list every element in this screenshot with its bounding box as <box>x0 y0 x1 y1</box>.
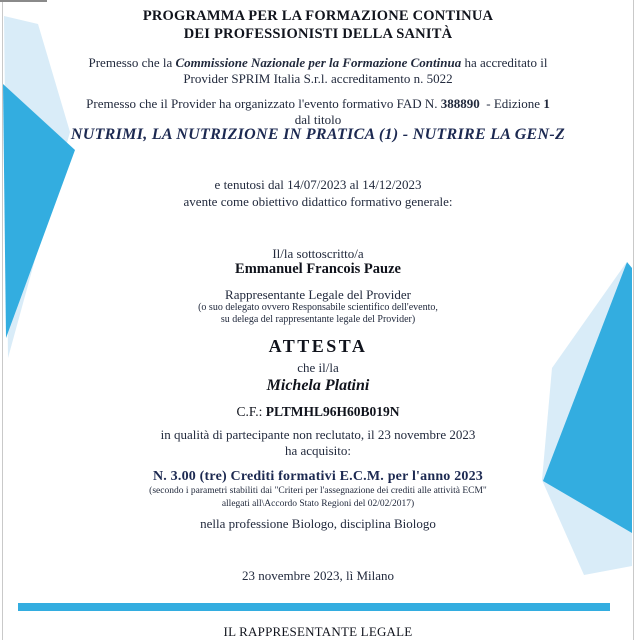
page-left-border <box>2 0 3 640</box>
credits-note-line1: (secondo i parametri stabiliti dai "Criteri per l'assegnazione dei crediti alle attività ECM" <box>149 486 487 496</box>
signatory-role: Rappresentante Legale del Provider <box>225 287 411 302</box>
attesta-heading: ATTESTA <box>268 336 368 356</box>
signatory-name: Emmanuel Francois Pauze <box>235 261 401 277</box>
participation-line: in qualità di partecipante non reclutato, il 23 novembre 2023 <box>160 427 476 442</box>
fiscal-code-line <box>6 404 630 420</box>
event-objective-intro: avente come obiettivo didattico formativo generale: <box>183 194 453 209</box>
divider-bar <box>18 603 610 611</box>
role-note-line2: su delega del rappresentante legale del Provider) <box>220 313 416 325</box>
signatory-role-note <box>6 302 630 325</box>
role-note-line1: (o suo delegato ovvero Responsabile scientifico dell'evento, <box>198 302 438 313</box>
acquired-line: ha acquisito: <box>284 443 352 458</box>
premise1-pre: Premesso che la <box>88 55 176 70</box>
event-title: NUTRIMI, LA NUTRIZIONE IN PRATICA (1) - NUTRIRE LA GEN-Z <box>70 126 566 143</box>
event-dates: e tenutosi dal 14/07/2023 al 14/12/2023 <box>214 177 422 192</box>
subject-intro: che il/la <box>297 360 339 375</box>
program-title-line1: PROGRAMMA PER LA FORMAZIONE CONTINUA <box>142 8 494 24</box>
premise2-mid: - Edizione <box>479 96 544 111</box>
date-place-line: 23 novembre 2023, lì Milano <box>241 568 394 583</box>
premise2-line1 <box>6 96 630 112</box>
signatory-intro: Il/la sottoscritto/a <box>272 246 364 261</box>
fad-number: 388890 <box>440 96 480 111</box>
edition-number: 1 <box>543 96 550 111</box>
fiscal-code-value: PLTMHL96H60B019N <box>265 404 400 419</box>
page-right-border <box>633 0 634 640</box>
program-title-line2: DEI PROFESSIONISTI DELLA SANITÀ <box>183 26 453 42</box>
legal-representative-title: IL RAPPRESENTANTE LEGALE <box>223 624 413 639</box>
credits-note-line2: allegati all\Accordo Stato Regioni del 02/02/2017) <box>221 499 415 509</box>
credits-main: N. 3.00 (tre) Crediti formativi E.C.M. per l'anno 2023 <box>152 469 484 484</box>
premise2-pre: Premesso che il Provider ha organizzato l'evento formativo FAD N. <box>86 96 441 111</box>
premise-accreditation <box>6 55 630 86</box>
program-title <box>6 7 630 43</box>
profession-line: nella professione Biologo, disciplina Biologo <box>200 516 436 531</box>
premise-event <box>6 96 630 127</box>
commission-name: Commissione Nazionale per la Formazione Continua <box>175 55 462 70</box>
fiscal-code-label: C.F.: <box>236 404 266 419</box>
participant-name: Michela Platini <box>266 377 370 394</box>
premise2-line2: dal titolo <box>294 111 342 127</box>
credits-note <box>6 486 630 510</box>
top-edge-mark <box>0 0 47 2</box>
premise1-post: ha accreditato il Provider SPRIM Italia S.r.l. accreditamento n. 5022 <box>183 55 548 86</box>
